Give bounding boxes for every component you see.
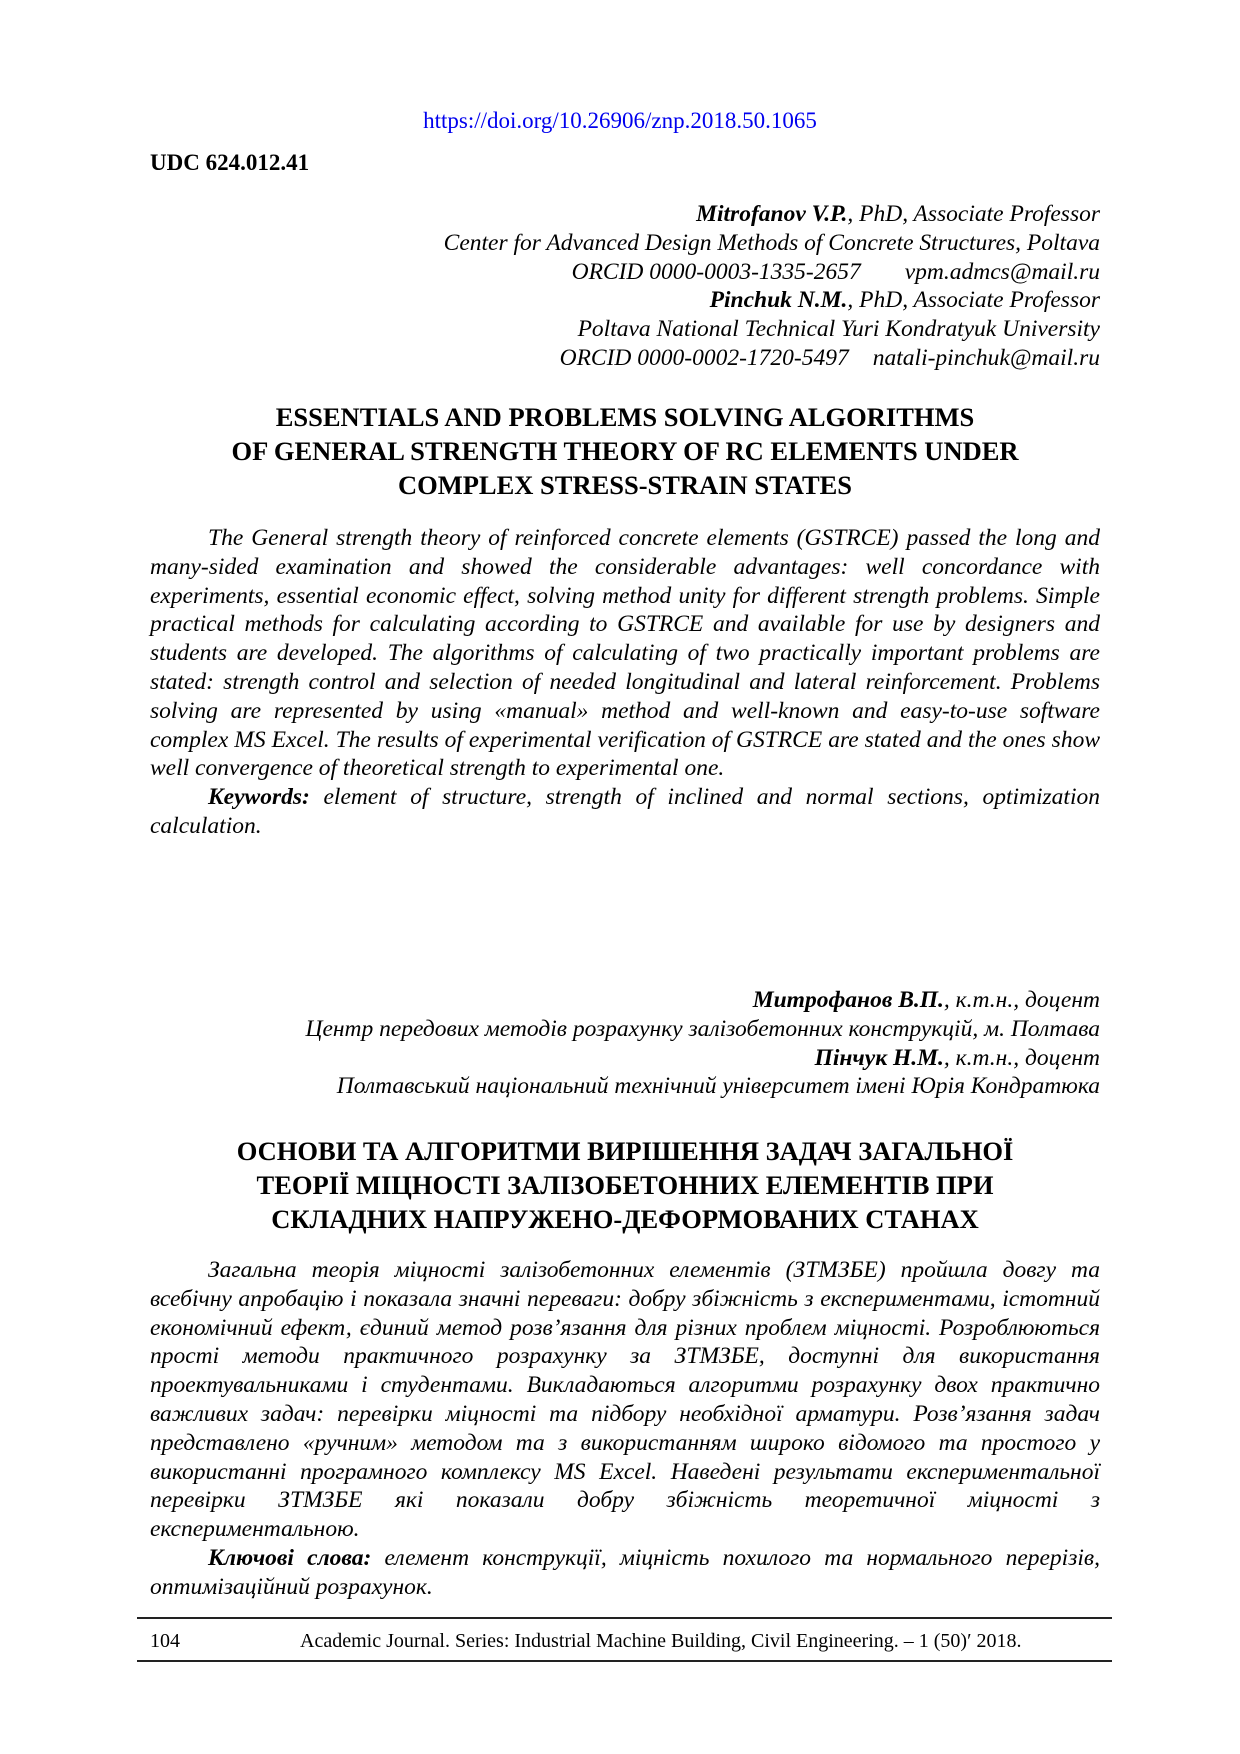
keywords-label: Keywords: [208, 784, 310, 811]
footer-bottom-rule [137, 1660, 1112, 1662]
footer-top-rule [137, 1617, 1112, 1619]
title-line: СКЛАДНИХ НАПРУЖЕНО-ДЕФОРМОВАНИХ СТАНАХ [271, 1204, 979, 1234]
author-degree: , к.т.н., доцент [943, 987, 1100, 1013]
keywords-text: element of structure, strength of inclined and normal sections, optimization calculation. [150, 784, 1100, 839]
title-line: ESSENTIALS AND PROBLEMS SOLVING ALGORITHMS [275, 402, 975, 432]
journal-citation: Academic Journal. Series: Industrial Machine Building, Civil Engineering. – 1 (50)′ 2018. [300, 1630, 1022, 1652]
udc-code: UDC 624.012.41 [150, 150, 310, 175]
author-name: Mitrofanov V.P. [696, 201, 848, 227]
keywords-label: Ключові слова: [208, 1544, 372, 1571]
author-affiliation: Центр передових методів розрахунку залізобетонних конструкцій, м. Полтава [305, 1015, 1100, 1042]
en-abstract [150, 524, 1100, 841]
author-name: Pinchuk N.M. [709, 287, 848, 314]
abstract-text: Загальна теорія міцності залізобетонних елементів (ЗТМЗБЕ) пройшла довгу та всебічну апробацію і показала значні переваги: добру збіжність з експериментами, істотний економічний ефект, єдиний метод розв’язання для різних проблем міцності. Розроблюються прості методи практичного розрахунку за ЗТМЗБЕ, доступні для використання проектувальниками і студентами. Викладаються алгоритми розрахунку двох практично важливих задач: перевірки міцності та підбору необхідної арматури. Розв’язання задач представлено «ручним» методом та з використанням широко відомого та простого у використанні програмного комплексу MS Excel. Наведені результати експериментальної перевірки ЗТМЗБЕ які показали добру збіжність теоретичної міцності з експериментальною. [150, 1257, 1100, 1543]
en-title [150, 400, 1100, 502]
author-affiliation: Poltava National Technical Yuri Kondratyuk University [577, 316, 1100, 343]
author-orcid: ORCID 0000-0003-1335-2657 [571, 258, 861, 285]
title-line: COMPLEX STRESS-STRAIN STATES [397, 470, 853, 500]
doi-link[interactable]: https://doi.org/10.26906/znp.2018.50.1065 [423, 108, 817, 133]
keywords-text: елемент конструкції, міцність похилого та нормального перерізів, оптимізаційний розрахунок. [150, 1544, 1100, 1600]
author-email: vpm.admcs@mail.ru [904, 258, 1100, 285]
author-name: Митрофанов В.П. [752, 987, 944, 1013]
page-number: 104 [150, 1630, 180, 1652]
author-degree: , к.т.н., доцент [943, 1044, 1100, 1071]
author-email: natali-pinchuk@mail.ru [872, 344, 1100, 371]
title-line: ОСНОВИ ТА АЛГОРИТМИ ВИРІШЕННЯ ЗАДАЧ ЗАГАЛЬНОЇ [236, 1136, 1014, 1166]
uk-abstract [150, 1256, 1100, 1602]
abstract-text: The General strength theory of reinforced concrete elements (GSTRCE) passed the long and many-sided examination and showed the considerable advantages: well concordance with experiments, essential economic effect, solving method unity for different strength problems. Simple practical methods for calculating according to GSTRCE and available for use by designers and students are developed. The algorithms of calculating of two practically important problems are stated: strength control and selection of needed longitudinal and lateral reinforcement. Problems solving are represented by using «manual» method and well-known and easy-to-use software complex MS Excel. The results of experimental verification of GSTRCE are stated and the ones show well convergence of theoretical strength to experimental one. [150, 525, 1100, 782]
author-orcid: ORCID 0000-0002-1720-5497 [559, 344, 849, 371]
title-line: OF GENERAL STRENGTH THEORY OF RC ELEMENTS UNDER [231, 436, 1019, 466]
author-affiliation: Center for Advanced Design Methods of Concrete Structures, Poltava [443, 229, 1100, 256]
author-affiliation: Полтавський національний технічний університет імені Юрія Кондратюка [336, 1073, 1100, 1100]
author-degree: , PhD, Associate Professor [847, 287, 1100, 314]
title-line: ТЕОРІЇ МІЦНОСТІ ЗАЛІЗОБЕТОННИХ ЕЛЕМЕНТІВ ПРИ [256, 1170, 994, 1200]
author-name: Пінчук Н.М. [814, 1044, 944, 1071]
author-degree: , PhD, Associate Professor [847, 201, 1100, 227]
uk-title [150, 1134, 1100, 1236]
en-author-block [150, 200, 1100, 373]
uk-author-block [150, 986, 1100, 1101]
